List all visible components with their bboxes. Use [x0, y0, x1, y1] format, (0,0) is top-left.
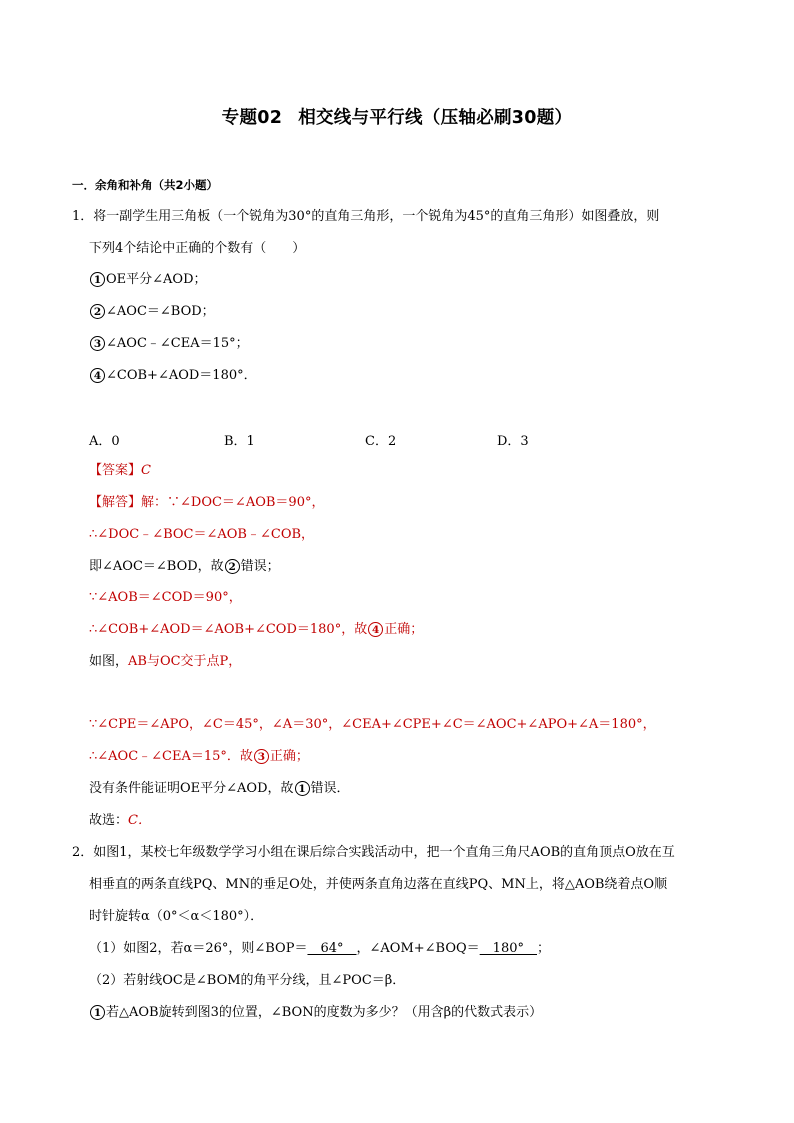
fill-blank-1: 64° — [307, 941, 357, 956]
q1-statement-2 — [89, 303, 215, 321]
circled-number: 1 — [90, 272, 105, 287]
analysis-line-6 — [89, 653, 241, 671]
circled-number: 2 — [90, 304, 105, 319]
circled-number: 2 — [225, 559, 240, 574]
circled-number: 1 — [295, 781, 310, 796]
analysis-label: 【解答】 — [89, 495, 142, 510]
circled-number: 4 — [368, 622, 383, 637]
analysis-line-8 — [89, 748, 309, 766]
q1-stem-text-1: 将一副学生用三角板（一个锐角为30°的直角三角形，一个锐角为45°的直角三角形）如图叠放，则 — [93, 209, 660, 224]
analysis-line-7: ∵∠CPE＝∠APO，∠C＝45°，∠A＝30°，∠CEA+∠CPE+∠C＝∠AOC+∠APO+∠A＝180°， — [89, 717, 656, 732]
analysis-text: 没有条件能证明OE平分∠AOD，故 — [89, 781, 294, 796]
q1-option-a: A．0 — [89, 434, 120, 449]
analysis-line-10 — [89, 812, 151, 830]
analysis-text: 如图， — [89, 654, 129, 669]
q1-statement-4 — [89, 367, 257, 385]
analysis-line-5 — [89, 621, 423, 639]
statement-text: ∠COB+∠AOD＝180°． — [106, 368, 257, 383]
answer-label: 【答案】 — [89, 463, 142, 478]
circled-number: 3 — [254, 749, 269, 764]
q1-statement-1 — [89, 271, 207, 289]
page-title — [0, 104, 794, 129]
q2-subquestion-1 — [89, 940, 550, 958]
q1-option-c: C．2 — [365, 434, 397, 449]
analysis-text: 错误． — [310, 781, 350, 796]
q2-stem-line-3: 时针旋转α（0°＜α＜180°）． — [89, 909, 264, 924]
q1-statement-3 — [89, 335, 249, 353]
analysis-text: ∴∠COB+∠AOD＝∠AOB+∠COD＝180°，故 — [89, 622, 368, 637]
analysis-text: AB与OC交于点P， — [128, 654, 242, 669]
title-topic-name: 相交线与平行线（压轴必刷30题） — [298, 108, 573, 128]
circled-number: 3 — [90, 336, 105, 351]
analysis-text: 错误； — [240, 559, 280, 574]
circled-number: 4 — [90, 368, 105, 383]
analysis-text: 正确； — [384, 622, 424, 637]
analysis-choice: C． — [128, 813, 151, 828]
sub1-text: （1）如图2，若α＝26°，则∠BOP＝ — [89, 941, 308, 956]
q2-number: 2． — [72, 845, 94, 860]
analysis-line-3 — [89, 558, 280, 576]
q1-number: 1． — [72, 209, 94, 224]
q2-subquestion-2-1 — [89, 1004, 542, 1022]
statement-text: OE平分∠AOD； — [106, 272, 207, 287]
sub2-1-text: 若△AOB旋转到图3的位置，∠BON的度数为多少？（用含β的代数式表示） — [106, 1005, 543, 1020]
analysis-line-1 — [89, 494, 324, 512]
analysis-line-2: ∴∠DOC﹣∠BOC＝∠AOB﹣∠COB， — [89, 527, 315, 542]
title-topic-number: 专题02 — [221, 108, 283, 128]
section-heading: 一．余角和补角（共2小题） — [72, 178, 219, 192]
analysis-line-4: ∵∠AOB＝∠COD＝90°， — [89, 590, 242, 605]
analysis-text: 即∠AOC＝∠BOD，故 — [89, 559, 224, 574]
analysis-text: 正确； — [269, 749, 309, 764]
analysis-text: 解：∵∠DOC＝∠AOB＝90°， — [141, 495, 325, 510]
q1-stem-line-1 — [72, 208, 659, 226]
statement-text: ∠AOC＝∠BOD； — [106, 304, 215, 319]
analysis-text: 故选： — [89, 813, 129, 828]
q2-subquestion-2: （2）若射线OC是∠BOM的角平分线，且∠POC＝β． — [89, 973, 406, 988]
sub1-text: ，∠AOM+∠BOQ＝ — [356, 941, 480, 956]
q1-option-d: D．3 — [497, 434, 529, 449]
q2-stem-line-1 — [72, 844, 675, 862]
statement-text: ∠AOC﹣∠CEA＝15°； — [106, 336, 249, 351]
q2-stem-line-2: 相垂直的两条直线PQ、MN的垂足O处，并使两条直角边落在直线PQ、MN上，将△AOB绕着点O顺 — [89, 877, 668, 892]
analysis-text: ∴∠AOC﹣∠CEA＝15°．故 — [89, 749, 253, 764]
analysis-line-9 — [89, 780, 350, 798]
q1-stem-line-2: 下列4个结论中正确的个数有（ ） — [89, 241, 306, 256]
q2-stem-text-1: 如图1，某校七年级数学学习小组在课后综合实践活动中，把一个直角三角尺AOB的直角顶点O放在互 — [93, 845, 675, 860]
sub1-text: ； — [537, 941, 551, 956]
answer-value: C — [141, 463, 151, 478]
q1-answer — [89, 462, 151, 480]
q1-option-b: B．1 — [224, 434, 255, 449]
circled-number: 1 — [90, 1005, 105, 1020]
fill-blank-2: 180° — [479, 941, 537, 956]
